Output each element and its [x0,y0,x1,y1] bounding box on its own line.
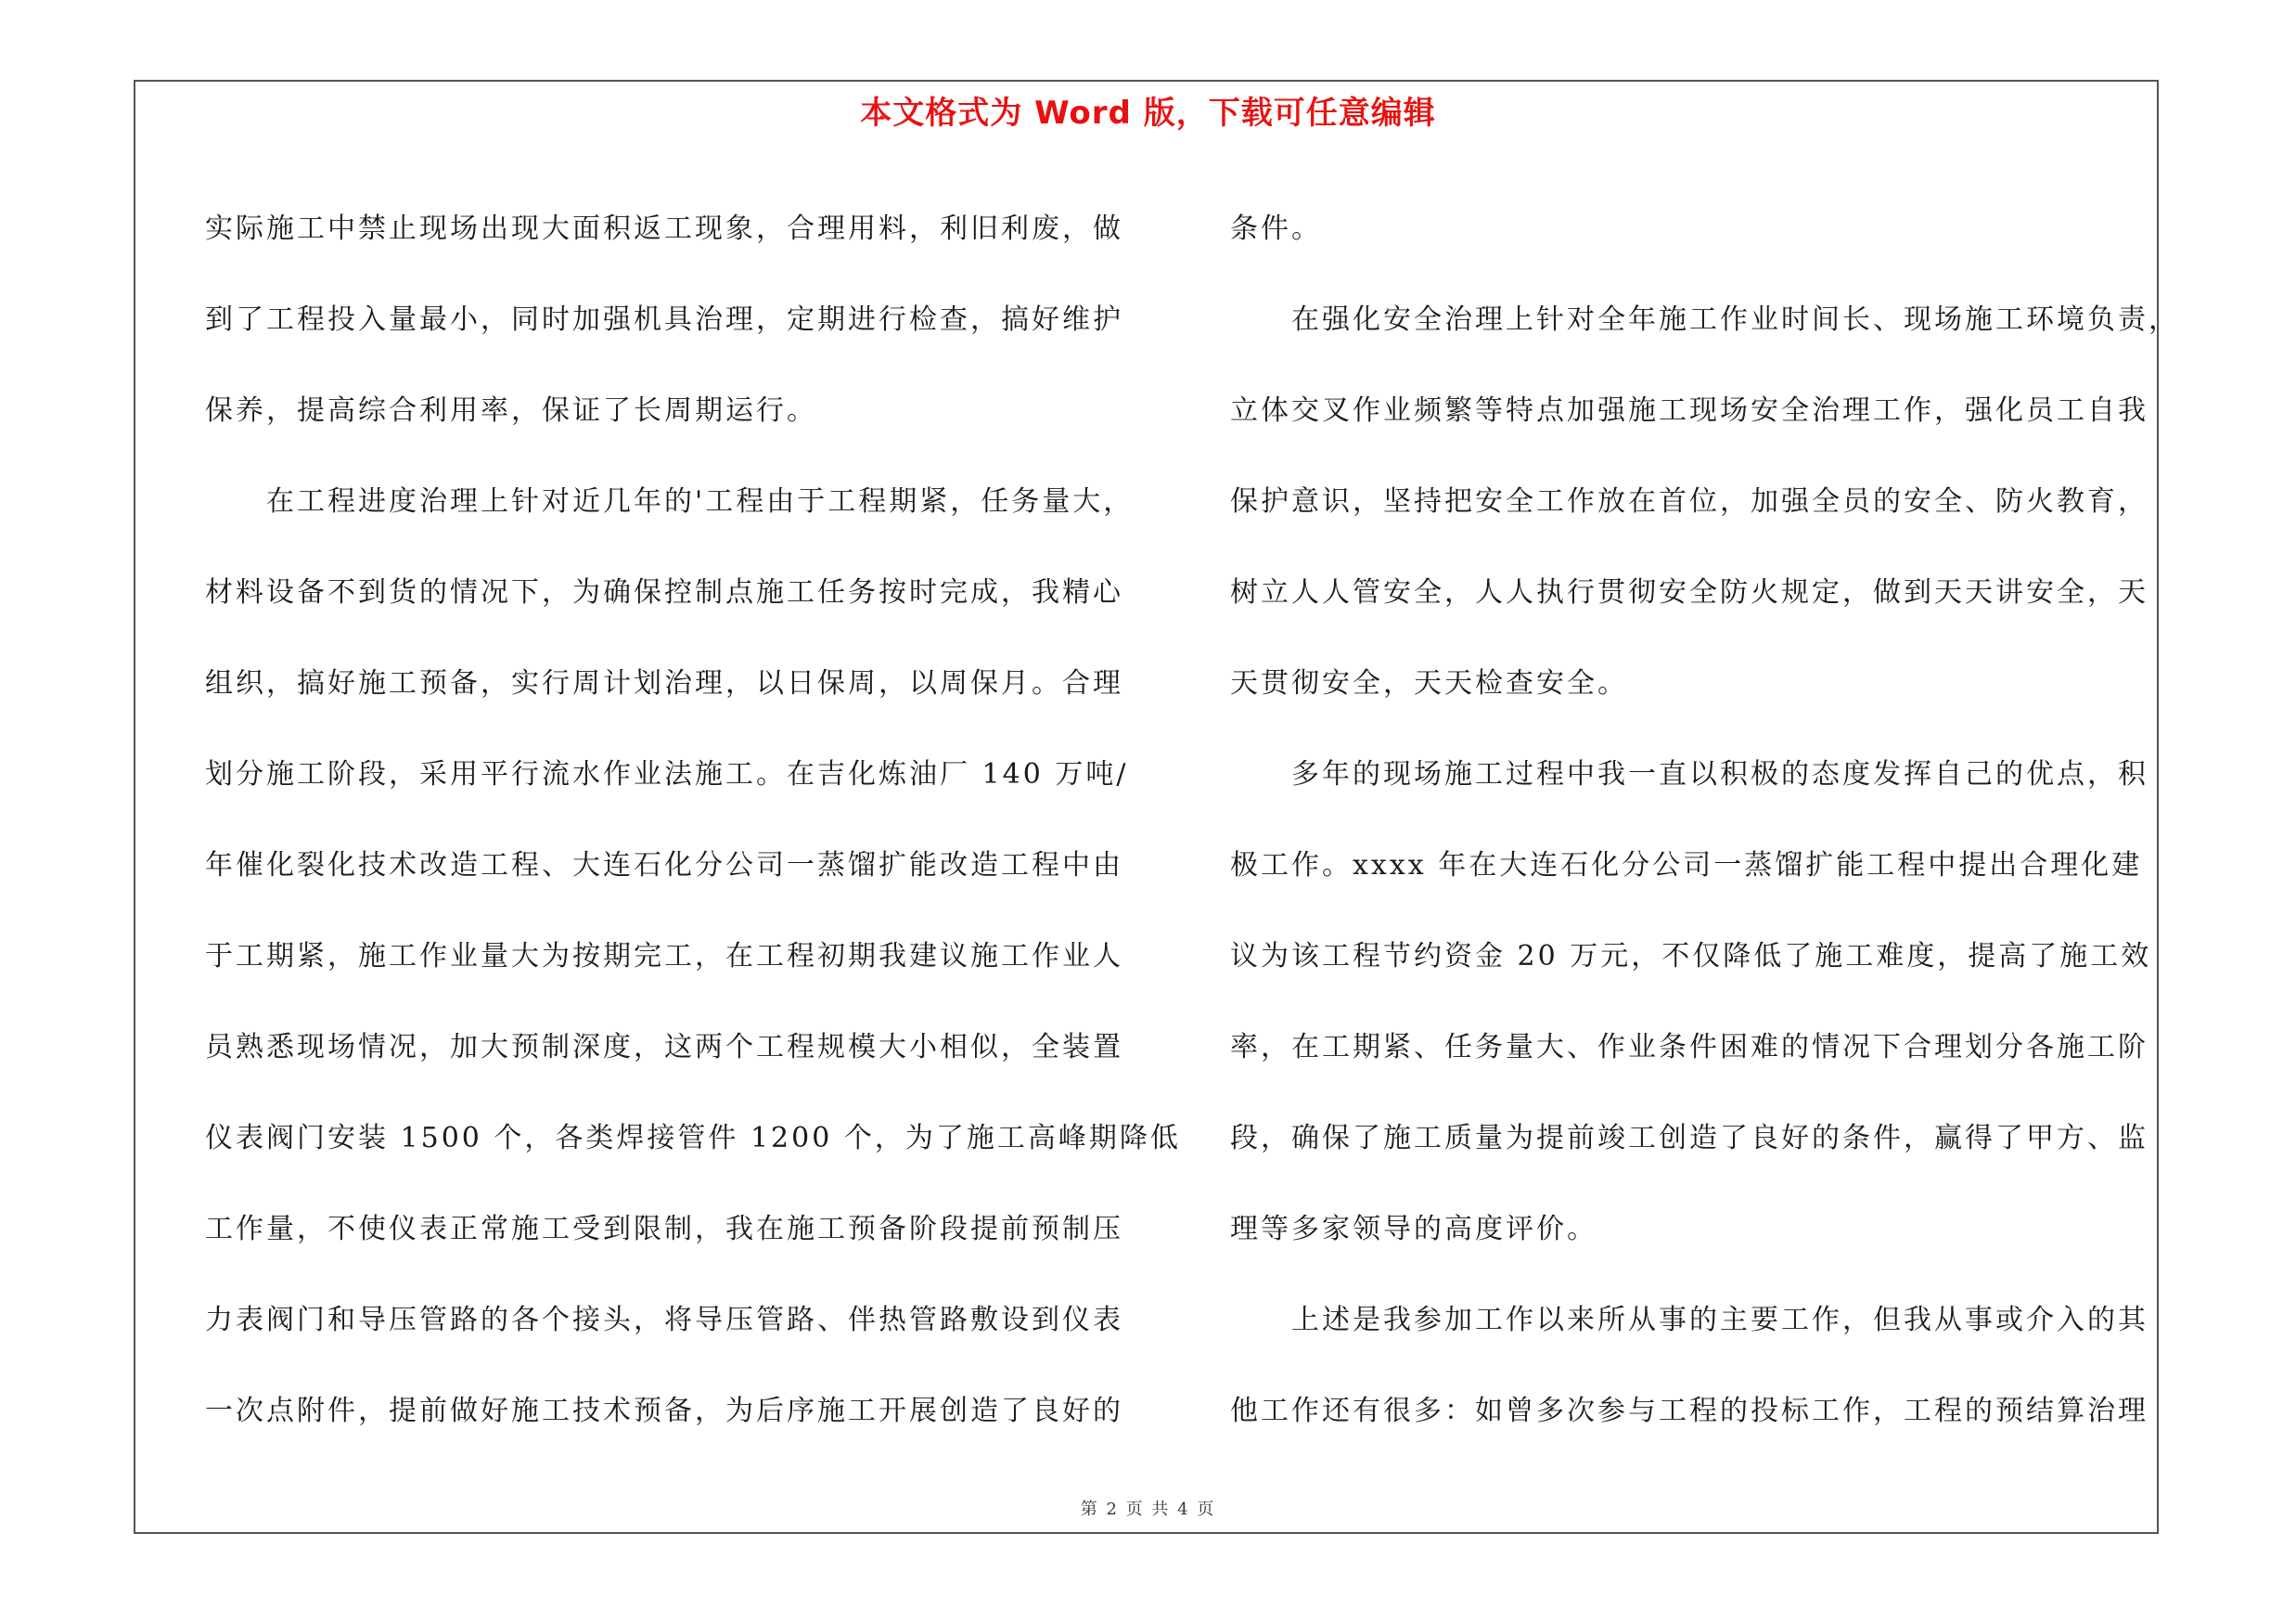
text-line: 率，在工期紧、任务量大、作业条件困难的情况下合理划分各施工阶 [1230,1031,2148,1063]
text-line: 到了工程投入量最小，同时加强机具治理，定期进行检查，搞好维护 [205,303,1123,336]
text-line: 条件。 [1230,213,1322,245]
text-line: 议为该工程节约资金 20 万元，不仅降低了施工难度，提高了施工效 [1230,940,2152,973]
text-line: 仪表阀门安装 1500 个，各类焊接管件 1200 个，为了施工高峰期降低 [205,1122,1181,1154]
right-column [1230,184,2179,1457]
text-line: 于工期紧，施工作业量大为按期完工，在工程初期我建议施工作业人 [205,940,1123,973]
text-line: 立体交叉作业频繁等特点加强施工现场安全治理工作，强化员工自我 [1230,394,2148,427]
text-line: 在工程进度治理上针对近几年的'工程由于工程期紧，任务量大， [205,485,1135,518]
text-line: 年催化裂化技术改造工程、大连石化分公司一蒸馏扩能改造工程中由 [205,849,1123,882]
text-line: 材料设备不到货的情况下，为确保控制点施工任务按时完成，我精心 [205,576,1123,609]
text-line: 他工作还有很多：如曾多次参与工程的投标工作，工程的预结算治理 [1230,1395,2148,1427]
text-line: 天贯彻安全，天天检查安全。 [1230,667,1628,700]
text-line: 力表阀门和导压管路的各个接头，将导压管路、伴热管路敷设到仪表 [205,1304,1123,1336]
text-line: 多年的现场施工过程中我一直以积极的态度发挥自己的优点，积 [1230,758,2148,791]
page-number-footer: 第 2 页 共 4 页 [1080,1500,1216,1519]
text-line: 一次点附件，提前做好施工技术预备，为后序施工开展创造了良好的 [205,1395,1123,1427]
text-line: 理等多家领导的高度评价。 [1230,1213,1597,1245]
text-line: 组织，搞好施工预备，实行周计划治理，以日保周，以周保月。合理 [205,667,1123,700]
text-line: 实际施工中禁止现场出现大面积返工现象，合理用料，利旧利废，做 [205,213,1123,245]
text-line: 极工作。xxxx 年在大连石化分公司一蒸馏扩能工程中提出合理化建 [1230,849,2143,882]
text-line: 保养，提高综合利用率，保证了长周期运行。 [205,394,817,427]
header-banner: 本文格式为 Word 版，下载可任意编辑 [860,95,1436,132]
text-line: 段，确保了施工质量为提前竣工创造了良好的条件，赢得了甲方、监 [1230,1122,2148,1154]
left-column [205,184,1181,1457]
text-line: 上述是我参加工作以来所从事的主要工作，但我从事或介入的其 [1230,1304,2148,1336]
text-line: 工作量，不使仪表正常施工受到限制，我在施工预备阶段提前预制压 [205,1213,1123,1245]
text-line: 保护意识，坚持把安全工作放在首位，加强全员的安全、防火教育， [1230,485,2148,518]
text-line: 员熟悉现场情况，加大预制深度，这两个工程规模大小相似，全装置 [205,1031,1123,1063]
text-line: 在强化安全治理上针对全年施工作业时间长、现场施工环境负责， [1230,303,2179,336]
text-line: 划分施工阶段，采用平行流水作业法施工。在吉化炼油厂 140 万吨/ [205,758,1129,791]
text-line: 树立人人管安全，人人执行贯彻安全防火规定，做到天天讲安全，天 [1230,576,2148,609]
